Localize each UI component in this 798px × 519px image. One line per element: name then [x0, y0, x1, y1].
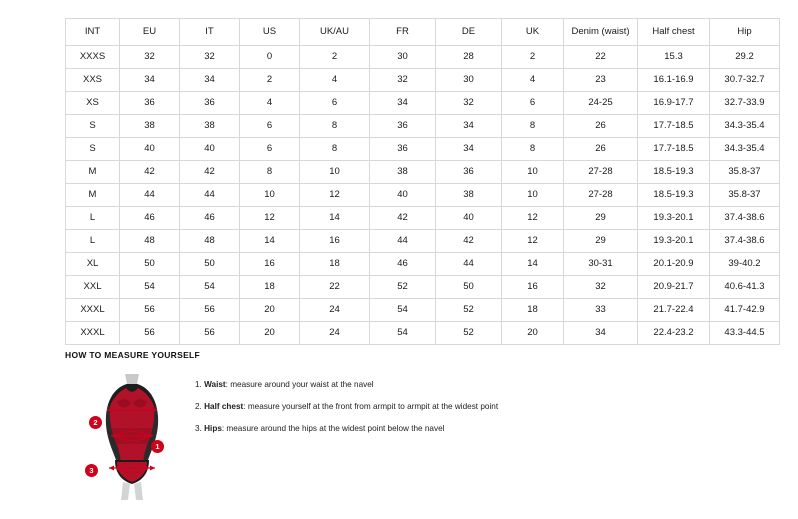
table-cell: 52 [436, 322, 502, 345]
table-cell: 17.7-18.5 [638, 138, 710, 161]
table-cell: 36 [370, 115, 436, 138]
table-cell: 32 [180, 46, 240, 69]
column-header: Hip [710, 19, 780, 46]
table-cell: S [66, 115, 120, 138]
table-row [66, 253, 780, 276]
table-cell: 0 [240, 46, 300, 69]
table-cell: 22 [564, 46, 638, 69]
table-cell: 34 [120, 69, 180, 92]
table-cell: 44 [180, 184, 240, 207]
table-cell: 32 [564, 276, 638, 299]
table-cell: 44 [370, 230, 436, 253]
table-cell: 4 [240, 92, 300, 115]
table-cell: 37.4-38.6 [710, 230, 780, 253]
table-cell: 36 [370, 138, 436, 161]
table-header-row [66, 19, 780, 46]
table-cell: 16.1-16.9 [638, 69, 710, 92]
table-cell: 34 [436, 138, 502, 161]
table-cell: 35.8-37 [710, 184, 780, 207]
table-row [66, 322, 780, 345]
table-body [66, 46, 780, 345]
table-cell: 10 [502, 161, 564, 184]
table-cell: 10 [502, 184, 564, 207]
table-cell: 18.5-19.3 [638, 161, 710, 184]
table-cell: 20.9-21.7 [638, 276, 710, 299]
table-cell: M [66, 161, 120, 184]
table-cell: 29 [564, 230, 638, 253]
table-cell: 32 [370, 69, 436, 92]
table-cell: 40 [120, 138, 180, 161]
measure-badge-3: 3 [85, 464, 98, 477]
table-row [66, 207, 780, 230]
table-cell: 8 [502, 138, 564, 161]
table-cell: 48 [180, 230, 240, 253]
table-row [66, 46, 780, 69]
table-cell: XS [66, 92, 120, 115]
table-cell: 22.4-23.2 [638, 322, 710, 345]
section-title: HOW TO MEASURE YOURSELF [65, 350, 201, 360]
table-cell: L [66, 207, 120, 230]
table-row [66, 161, 780, 184]
table-cell: 27-28 [564, 161, 638, 184]
table-cell: 26 [564, 138, 638, 161]
table-cell: 4 [502, 69, 564, 92]
table-row [66, 138, 780, 161]
table-cell: 46 [370, 253, 436, 276]
table-cell: 35.8-37 [710, 161, 780, 184]
column-header: UK/AU [300, 19, 370, 46]
table-cell: 20 [502, 322, 564, 345]
column-header: FR [370, 19, 436, 46]
table-cell: 6 [240, 138, 300, 161]
table-cell: 20 [240, 299, 300, 322]
table-cell: 30-31 [564, 253, 638, 276]
table-cell: 40 [370, 184, 436, 207]
table-cell: 52 [436, 299, 502, 322]
table-cell: 14 [240, 230, 300, 253]
measure-badge-2: 2 [89, 416, 102, 429]
table-cell: 42 [120, 161, 180, 184]
table-cell: 46 [180, 207, 240, 230]
note-term: Hips [204, 423, 222, 433]
note-term: Half chest [204, 401, 244, 411]
measure-body [65, 370, 733, 505]
table-cell: 24 [300, 322, 370, 345]
table-cell: 10 [300, 161, 370, 184]
table-cell: 34 [370, 92, 436, 115]
column-header: Half chest [638, 19, 710, 46]
table-header [66, 19, 780, 46]
mannequin-illustration [87, 372, 177, 502]
note-text: : measure around the hips at the widest point below the navel [221, 423, 445, 433]
table-cell: 24-25 [564, 92, 638, 115]
table-cell: 8 [300, 115, 370, 138]
table-cell: 42 [370, 207, 436, 230]
table-cell: 8 [240, 161, 300, 184]
table-cell: 56 [120, 299, 180, 322]
table-cell: 8 [300, 138, 370, 161]
table-cell: 38 [180, 115, 240, 138]
table-row [66, 276, 780, 299]
table-cell: M [66, 184, 120, 207]
table-cell: 24 [300, 299, 370, 322]
note-index: 2. [195, 401, 202, 411]
table-cell: 38 [120, 115, 180, 138]
table-cell: 50 [436, 276, 502, 299]
column-header: INT [66, 19, 120, 46]
table-cell: 36 [120, 92, 180, 115]
table-cell: 39-40.2 [710, 253, 780, 276]
table-cell: XL [66, 253, 120, 276]
table-cell: 30 [370, 46, 436, 69]
table-cell: 46 [120, 207, 180, 230]
measure-note [195, 424, 498, 434]
table-cell: XXXL [66, 322, 120, 345]
table-cell: 54 [180, 276, 240, 299]
table-cell: 44 [436, 253, 502, 276]
table-cell: 42 [180, 161, 240, 184]
table-cell: L [66, 230, 120, 253]
table-cell: 21.7-22.4 [638, 299, 710, 322]
table-cell: 10 [240, 184, 300, 207]
measure-note [195, 402, 498, 412]
table-cell: 12 [502, 207, 564, 230]
table-cell: 48 [120, 230, 180, 253]
table-cell: 8 [502, 115, 564, 138]
table-cell: 20 [240, 322, 300, 345]
table-cell: 40.6-41.3 [710, 276, 780, 299]
table-cell: 27-28 [564, 184, 638, 207]
table-cell: XXL [66, 276, 120, 299]
table-cell: 16 [240, 253, 300, 276]
table-cell: S [66, 138, 120, 161]
table-cell: 20.1-20.9 [638, 253, 710, 276]
table-cell: XXS [66, 69, 120, 92]
table-cell: 38 [370, 161, 436, 184]
table-cell: 6 [502, 92, 564, 115]
table-cell: 40 [436, 207, 502, 230]
column-header: EU [120, 19, 180, 46]
mannequin-figure [65, 370, 185, 505]
table-cell: 40 [180, 138, 240, 161]
size-chart-container [65, 18, 765, 345]
table-cell: 12 [240, 207, 300, 230]
table-row [66, 92, 780, 115]
table-row [66, 230, 780, 253]
table-cell: 14 [300, 207, 370, 230]
measure-badge-1: 1 [151, 440, 164, 453]
table-cell: 56 [180, 299, 240, 322]
note-text: : measure around your waist at the navel [225, 380, 374, 389]
table-cell: 6 [240, 115, 300, 138]
table-cell: 18 [240, 276, 300, 299]
table-cell: 15.3 [638, 46, 710, 69]
column-header: UK [502, 19, 564, 46]
table-cell: 38 [436, 184, 502, 207]
table-cell: 2 [502, 46, 564, 69]
table-cell: 52 [370, 276, 436, 299]
table-cell: 54 [120, 276, 180, 299]
table-cell: 37.4-38.6 [710, 207, 780, 230]
table-cell: 34.3-35.4 [710, 115, 780, 138]
table-cell: 30 [436, 69, 502, 92]
column-header: DE [436, 19, 502, 46]
column-header: US [240, 19, 300, 46]
table-cell: 28 [436, 46, 502, 69]
table-cell: 23 [564, 69, 638, 92]
table-cell: 32.7-33.9 [710, 92, 780, 115]
table-cell: 16 [300, 230, 370, 253]
note-text: : measure yourself at the front from armpit to armpit at the widest point [243, 401, 499, 411]
column-header: IT [180, 19, 240, 46]
table-cell: 54 [370, 299, 436, 322]
table-cell: 22 [300, 276, 370, 299]
table-cell: 41.7-42.9 [710, 299, 780, 322]
size-chart-table [65, 18, 780, 345]
table-cell: 19.3-20.1 [638, 230, 710, 253]
table-cell: 34 [564, 322, 638, 345]
column-header: Denim (waist) [564, 19, 638, 46]
table-cell: 43.3-44.5 [710, 322, 780, 345]
note-term: Waist [204, 380, 226, 389]
note-index: 3. [195, 423, 202, 433]
table-cell: 16.9-17.7 [638, 92, 710, 115]
table-cell: 44 [120, 184, 180, 207]
table-cell: 18 [502, 299, 564, 322]
table-cell: 29.2 [710, 46, 780, 69]
table-cell: 34.3-35.4 [710, 138, 780, 161]
table-cell: 17.7-18.5 [638, 115, 710, 138]
table-cell: 18 [300, 253, 370, 276]
measure-notes [195, 370, 498, 446]
table-cell: XXXS [66, 46, 120, 69]
table-cell: 42 [436, 230, 502, 253]
table-cell: 54 [370, 322, 436, 345]
table-cell: 33 [564, 299, 638, 322]
table-cell: XXXL [66, 299, 120, 322]
table-cell: 6 [300, 92, 370, 115]
table-cell: 16 [502, 276, 564, 299]
table-cell: 29 [564, 207, 638, 230]
table-cell: 2 [300, 46, 370, 69]
table-cell: 36 [180, 92, 240, 115]
table-cell: 12 [300, 184, 370, 207]
table-cell: 50 [180, 253, 240, 276]
table-cell: 50 [120, 253, 180, 276]
table-row [66, 299, 780, 322]
table-cell: 19.3-20.1 [638, 207, 710, 230]
table-cell: 18.5-19.3 [638, 184, 710, 207]
table-cell: 34 [436, 115, 502, 138]
table-cell: 32 [120, 46, 180, 69]
measure-note [195, 380, 498, 390]
table-cell: 34 [180, 69, 240, 92]
table-cell: 36 [436, 161, 502, 184]
table-cell: 26 [564, 115, 638, 138]
table-cell: 30.7-32.7 [710, 69, 780, 92]
table-row [66, 69, 780, 92]
note-index: 1. [195, 380, 202, 389]
table-cell: 2 [240, 69, 300, 92]
table-row [66, 184, 780, 207]
table-cell: 14 [502, 253, 564, 276]
table-cell: 56 [120, 322, 180, 345]
table-cell: 56 [180, 322, 240, 345]
table-cell: 32 [436, 92, 502, 115]
table-cell: 12 [502, 230, 564, 253]
table-row [66, 115, 780, 138]
how-to-measure-section [65, 350, 733, 505]
table-cell: 4 [300, 69, 370, 92]
